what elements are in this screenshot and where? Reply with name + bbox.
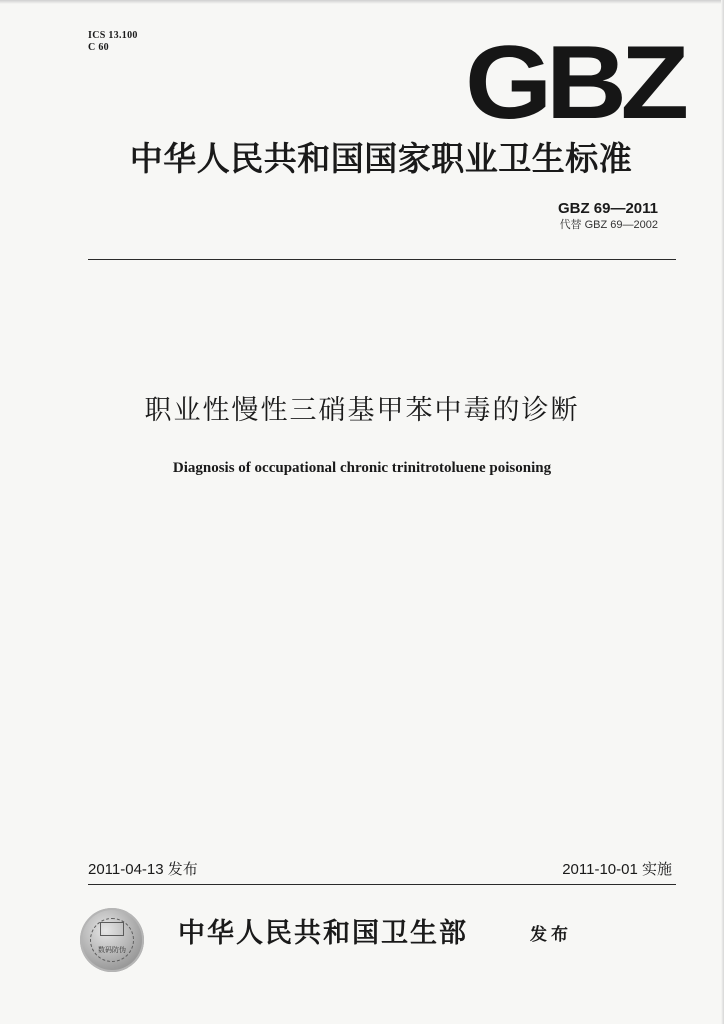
header-divider bbox=[88, 259, 676, 260]
publisher-name: 中华人民共和国卫生部 bbox=[178, 918, 468, 949]
replaces-note: 代替 GBZ 69—2002 bbox=[559, 219, 658, 231]
seal-label: 数码防伪 bbox=[98, 946, 126, 954]
document-title-english: Diagnosis of occupational chronic trinitrotoluene poisoning bbox=[172, 460, 552, 476]
seal-emblem-icon bbox=[100, 922, 124, 936]
ccs-code: C 60 bbox=[88, 42, 109, 53]
standard-category-title: 中华人民共和国国家职业卫生标准 bbox=[129, 139, 633, 178]
classification-codes bbox=[88, 30, 138, 54]
gbz-logo: GBZ bbox=[465, 25, 683, 141]
effective-date: 2011-10-01 实施 bbox=[562, 861, 672, 878]
standard-number-block bbox=[558, 200, 658, 232]
publish-action: 发布 bbox=[530, 925, 572, 945]
document-title-chinese: 职业性慢性三硝基甲苯中毒的诊断 bbox=[144, 395, 580, 426]
scan-edge-top bbox=[0, 0, 724, 4]
standard-number: GBZ 69—2011 bbox=[557, 200, 658, 217]
issue-date: 2011-04-13 发布 bbox=[88, 861, 198, 878]
footer-divider bbox=[88, 884, 676, 885]
anti-counterfeit-seal bbox=[80, 908, 144, 972]
ics-code: ICS 13.100 bbox=[88, 30, 138, 41]
